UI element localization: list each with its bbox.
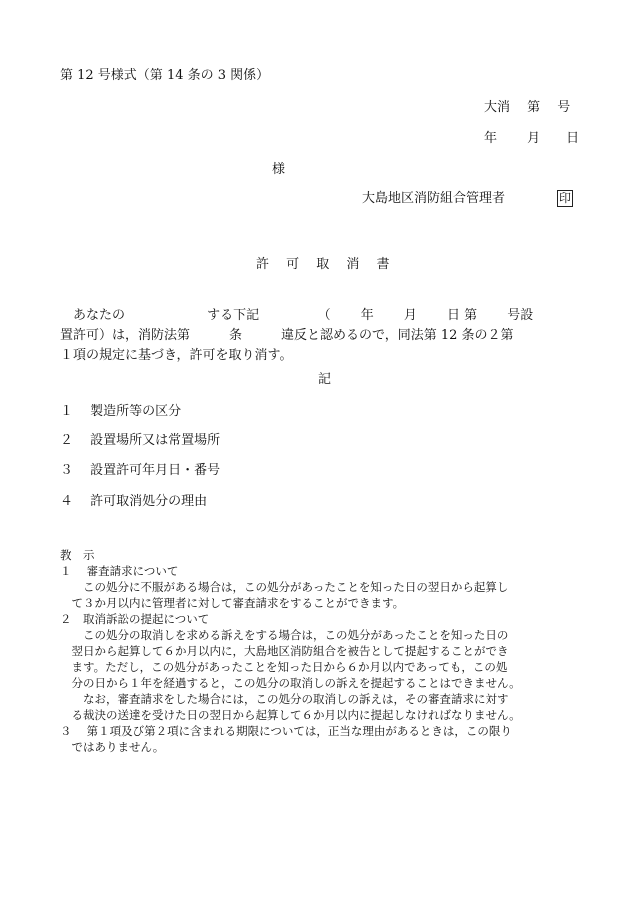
seal-mark: 印 — [558, 191, 571, 205]
notice-line: ではありません。 — [60, 740, 165, 754]
notice-line: て３か月以内に管理者に対して審査請求をすることができます。 — [60, 596, 405, 610]
recipient-honorific: 様 — [272, 162, 286, 177]
document-number: 大消 第 号 — [484, 100, 571, 115]
notice-heading: 教 示 — [60, 548, 95, 562]
list-item: ４ 許可取消処分の理由 — [60, 494, 208, 509]
document-title: 許 可 取 消 書 — [256, 257, 390, 272]
issue-date: 年 月 日 — [484, 131, 580, 146]
form-number-label: 第 12 号様式（第 14 条の 3 関係） — [60, 68, 270, 83]
notice-line: １ 審査請求について — [60, 564, 179, 578]
notice-line: この処分に不服がある場合は，この処分があったことを知った日の翌日から起算し — [60, 580, 509, 594]
notice-line: ２ 取消訴訟の提起について — [60, 612, 210, 626]
list-item: ３ 設置許可年月日・番号 — [60, 463, 221, 478]
body-line: あなたの する下記 （ 年 月 日 第 号設 — [60, 308, 534, 323]
notice-line: なお，審査請求をした場合には，この処分の取消しの訴えは，その審査請求に対す — [60, 692, 509, 706]
ki-heading: 記 — [318, 372, 332, 387]
body-line: １項の規定に基づき，許可を取り消す。 — [60, 348, 293, 363]
notice-line: ます。ただし，この処分があったことを知った日から６か月以内であっても，この処 — [60, 660, 508, 674]
notice-line: ３ 第１項及び第２項に含まれる期限については，正当な理由があるときは，この限り — [60, 724, 512, 738]
issuer-name: 大島地区消防組合管理者 — [362, 191, 506, 206]
list-item: １ 製造所等の区分 — [60, 404, 182, 419]
list-item: ２ 設置場所又は常置場所 — [60, 433, 221, 448]
notice-line: る裁決の送達を受けた日の翌日から起算して６か月以内に提起しなければなりません。 — [60, 708, 521, 722]
body-line: 置許可）は，消防法第 条 違反と認めるので，同法第 12 条の２第 — [60, 328, 514, 343]
notice-line: 分の日から１年を経過すると，この処分の取消しの訴えを提起することはできません。 — [60, 676, 521, 690]
notice-line: 翌日から起算して６か月以内に，大島地区消防組合を被告として提起することができ — [60, 644, 509, 658]
notice-line: この処分の取消しを求める訴えをする場合は，この処分があったことを知った日の — [60, 628, 509, 642]
